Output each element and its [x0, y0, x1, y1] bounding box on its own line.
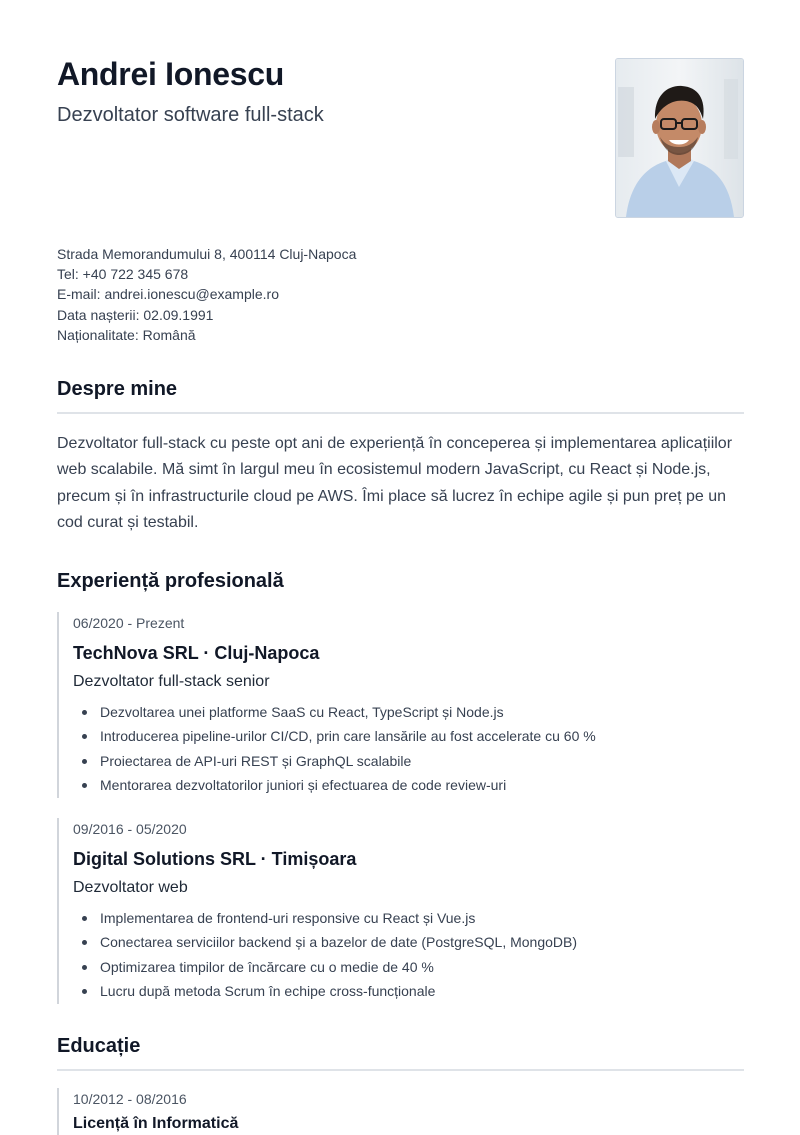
- portrait-image: [616, 59, 743, 217]
- job-title: Dezvoltator full-stack senior: [73, 673, 270, 690]
- contact-info: [57, 244, 356, 345]
- job-bullet: Proiectarea de API-uri REST și GraphQL scalabile: [100, 749, 744, 773]
- section-title-education: Educație: [57, 1035, 141, 1057]
- job-bullets: [73, 700, 744, 798]
- person-role: Dezvoltator software full-stack: [57, 104, 324, 126]
- person-name: Andrei Ionescu: [57, 56, 284, 92]
- experience-item: [57, 818, 744, 1004]
- contact-email: E-mail: andrei.ionescu@example.ro: [57, 286, 279, 303]
- job-bullet: Dezvoltarea unei platforme SaaS cu React, TypeScript și Node.js: [100, 700, 744, 724]
- contact-address: Strada Memorandumului 8, 400114 Cluj-Napoca: [57, 246, 357, 262]
- section-divider: [57, 1069, 744, 1071]
- job-period: 06/2020 - Prezent: [73, 615, 185, 631]
- section-divider: [57, 412, 744, 414]
- contact-birthdate: Data nașterii: 02.09.1991: [57, 306, 214, 323]
- contact-phone: Tel: +40 722 345 678: [57, 266, 189, 283]
- job-bullet: Mentorarea dezvoltatorilor juniori și efectuarea de code review-uri: [100, 773, 744, 797]
- section-title-experience: Experiență profesională: [57, 570, 284, 592]
- job-bullet: Implementarea de frontend-uri responsive cu React și Vue.js: [100, 906, 744, 930]
- job-title: Dezvoltator web: [73, 879, 188, 896]
- job-bullets: [73, 906, 744, 1004]
- job-period: 09/2016 - 05/2020: [73, 821, 187, 837]
- job-company: TechNova SRL · Cluj-Napoca: [73, 643, 320, 663]
- education-item: [57, 1088, 744, 1135]
- job-bullet: Lucru după metoda Scrum în echipe cross-funcționale: [100, 979, 744, 1003]
- education-period: 10/2012 - 08/2016: [73, 1091, 187, 1107]
- job-company: Digital Solutions SRL · Timișoara: [73, 849, 357, 869]
- job-bullet: Optimizarea timpilor de încărcare cu o medie de 40 %: [100, 955, 744, 979]
- education-degree: Licență în Informatică: [73, 1115, 239, 1132]
- profile-photo: [615, 58, 744, 218]
- job-bullet: Conectarea serviciilor backend și a bazelor de date (PostgreSQL, MongoDB): [100, 930, 744, 954]
- contact-nationality: Naționalitate: Română: [57, 326, 196, 343]
- section-title-about: Despre mine: [57, 378, 178, 400]
- experience-item: [57, 612, 744, 798]
- job-bullet: Introducerea pipeline-urilor CI/CD, prin care lansările au fost accelerate cu 60 %: [100, 724, 744, 748]
- about-text: Dezvoltator full-stack cu peste opt ani de experiență în conceperea și implementarea aplicațiilor web scalabile. Mă simt în largul meu în ecosistemul modern JavaScript, cu React și Node.js, precum și în infrastructurile cloud pe AWS. Îmi place să lucrez în echipe agile și pun preț pe un cod curat și testabil.: [57, 435, 733, 531]
